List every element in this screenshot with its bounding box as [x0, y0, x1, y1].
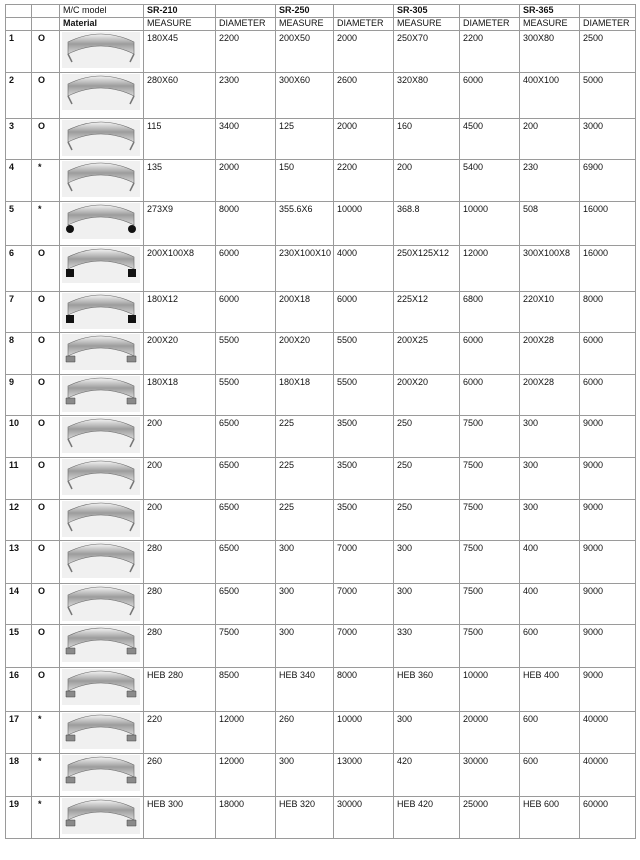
measure-cell: 508: [520, 202, 580, 246]
measure-cell: 200: [144, 500, 216, 541]
measure-cell: 200: [394, 160, 460, 202]
channel-ring-icon: [60, 712, 144, 754]
availability-mark: *: [32, 160, 60, 202]
row-number: 5: [6, 202, 32, 246]
diameter-cell: 3400: [216, 119, 276, 160]
diameter-cell: 10000: [460, 202, 520, 246]
diameter-cell: 7000: [334, 541, 394, 584]
measure-cell: 200X28: [520, 375, 580, 416]
availability-mark: O: [32, 246, 60, 292]
diameter-cell: 7500: [460, 416, 520, 458]
availability-mark: O: [32, 333, 60, 375]
availability-mark: O: [32, 541, 60, 584]
availability-mark: O: [32, 458, 60, 500]
diameter-cell: 20000: [460, 712, 520, 754]
diameter-cell: 25000: [460, 797, 520, 839]
measure-cell: 230X100X10: [276, 246, 334, 292]
model-sr250: SR-250: [276, 5, 334, 18]
measure-cell: 200X28: [520, 333, 580, 375]
diameter-cell: 6900: [580, 160, 636, 202]
measure-cell: HEB 320: [276, 797, 334, 839]
table-row: [6, 668, 636, 712]
measure-cell: 220: [144, 712, 216, 754]
measure-header: MEASURE: [144, 18, 216, 31]
measure-cell: 400X100: [520, 73, 580, 119]
measure-cell: HEB 360: [394, 668, 460, 712]
diameter-cell: 3000: [580, 119, 636, 160]
diameter-cell: 9000: [580, 668, 636, 712]
measure-cell: 300: [520, 416, 580, 458]
header-row-columns: [6, 18, 636, 31]
diameter-cell: 12000: [216, 712, 276, 754]
diameter-cell: 7000: [334, 625, 394, 668]
row-number: 14: [6, 584, 32, 625]
measure-cell: 250X125X12: [394, 246, 460, 292]
measure-cell: 280: [144, 625, 216, 668]
measure-cell: 180X45: [144, 31, 216, 73]
diameter-cell: 5500: [216, 375, 276, 416]
model-sr305: SR-305: [394, 5, 460, 18]
diameter-cell: 6500: [216, 500, 276, 541]
availability-mark: O: [32, 73, 60, 119]
measure-cell: 300: [394, 584, 460, 625]
row-number: 15: [6, 625, 32, 668]
angle-ring-icon: [60, 500, 144, 541]
diameter-header: DIAMETER: [580, 18, 636, 31]
diameter-cell: 6000: [580, 375, 636, 416]
angle-ring-icon: [60, 541, 144, 584]
measure-cell: 225X12: [394, 292, 460, 333]
channel-ring-icon: [60, 754, 144, 797]
measure-cell: 300X60: [276, 73, 334, 119]
model-sr365: SR-365: [520, 5, 580, 18]
row-number: 16: [6, 668, 32, 712]
availability-mark: *: [32, 712, 60, 754]
wide-flat-ring-icon: [60, 73, 144, 119]
measure-cell: 250: [394, 500, 460, 541]
header-row-models: [6, 5, 636, 18]
measure-cell: 280: [144, 584, 216, 625]
diameter-cell: 2500: [580, 31, 636, 73]
measure-cell: 600: [520, 712, 580, 754]
diameter-cell: 12000: [216, 754, 276, 797]
diameter-cell: 6500: [216, 541, 276, 584]
row-number: 6: [6, 246, 32, 292]
measure-cell: HEB 280: [144, 668, 216, 712]
row-number: 3: [6, 119, 32, 160]
diameter-cell: 5500: [334, 333, 394, 375]
table-row: [6, 500, 636, 541]
diameter-cell: 9000: [580, 541, 636, 584]
angle-ring-icon: [60, 160, 144, 202]
model-label: M/C model: [60, 5, 144, 18]
measure-cell: 300: [520, 500, 580, 541]
diameter-cell: 6000: [334, 292, 394, 333]
diameter-cell: 12000: [460, 246, 520, 292]
measure-cell: 300: [520, 458, 580, 500]
measure-cell: 150: [276, 160, 334, 202]
diameter-cell: 2300: [216, 73, 276, 119]
measure-cell: 125: [276, 119, 334, 160]
measure-cell: 273X9: [144, 202, 216, 246]
diameter-cell: 7000: [334, 584, 394, 625]
row-number: 12: [6, 500, 32, 541]
diameter-cell: 40000: [580, 712, 636, 754]
table-row: [6, 416, 636, 458]
measure-cell: 225: [276, 500, 334, 541]
measure-cell: 200X25: [394, 333, 460, 375]
diameter-cell: 3500: [334, 500, 394, 541]
measure-cell: 300X100X8: [520, 246, 580, 292]
table-row: [6, 375, 636, 416]
diameter-cell: 7500: [460, 458, 520, 500]
diameter-cell: 7500: [460, 584, 520, 625]
measure-cell: 300X80: [520, 31, 580, 73]
square-tube-ring-icon: [60, 246, 144, 292]
diameter-cell: 2200: [460, 31, 520, 73]
table-row: [6, 458, 636, 500]
table-row: [6, 73, 636, 119]
measure-cell: 200: [144, 458, 216, 500]
diameter-cell: 2200: [334, 160, 394, 202]
measure-cell: 225: [276, 458, 334, 500]
availability-mark: O: [32, 375, 60, 416]
diameter-header: DIAMETER: [216, 18, 276, 31]
diameter-cell: 8500: [216, 668, 276, 712]
measure-cell: 330: [394, 625, 460, 668]
measure-cell: 280X60: [144, 73, 216, 119]
measure-cell: HEB 400: [520, 668, 580, 712]
diameter-cell: 5500: [334, 375, 394, 416]
table-row: [6, 584, 636, 625]
diameter-cell: 9000: [580, 458, 636, 500]
diameter-cell: 10000: [460, 668, 520, 712]
row-number: 17: [6, 712, 32, 754]
square-bar-ring-icon: [60, 292, 144, 333]
measure-cell: HEB 600: [520, 797, 580, 839]
measure-cell: 200: [520, 119, 580, 160]
row-number: 13: [6, 541, 32, 584]
diameter-cell: 8000: [216, 202, 276, 246]
diameter-cell: 6000: [216, 246, 276, 292]
diameter-cell: 60000: [580, 797, 636, 839]
diameter-cell: 6500: [216, 584, 276, 625]
diameter-cell: 6500: [216, 416, 276, 458]
measure-cell: 600: [520, 625, 580, 668]
diameter-cell: 5000: [580, 73, 636, 119]
measure-cell: 225: [276, 416, 334, 458]
diameter-cell: 6000: [216, 292, 276, 333]
availability-mark: O: [32, 584, 60, 625]
diameter-cell: 18000: [216, 797, 276, 839]
diameter-cell: 6800: [460, 292, 520, 333]
measure-cell: 300: [276, 584, 334, 625]
row-number: 4: [6, 160, 32, 202]
measure-cell: 260: [276, 712, 334, 754]
measure-cell: 250X70: [394, 31, 460, 73]
diameter-cell: 9000: [580, 500, 636, 541]
measure-cell: 300: [276, 541, 334, 584]
measure-header: MEASURE: [520, 18, 580, 31]
measure-cell: 280: [144, 541, 216, 584]
measure-cell: 220X10: [520, 292, 580, 333]
diameter-cell: 2200: [216, 31, 276, 73]
diameter-cell: 9000: [580, 625, 636, 668]
table-row: [6, 754, 636, 797]
table-row: [6, 712, 636, 754]
diameter-cell: 9000: [580, 584, 636, 625]
measure-cell: 250: [394, 416, 460, 458]
row-number: 11: [6, 458, 32, 500]
availability-mark: O: [32, 292, 60, 333]
table-row: [6, 625, 636, 668]
row-number: 8: [6, 333, 32, 375]
diameter-cell: 7500: [460, 500, 520, 541]
measure-cell: 600: [520, 754, 580, 797]
diameter-cell: 13000: [334, 754, 394, 797]
measure-cell: HEB 300: [144, 797, 216, 839]
measure-cell: 200X20: [144, 333, 216, 375]
channel-ring-icon: [60, 625, 144, 668]
measure-cell: 300: [276, 754, 334, 797]
diameter-header: DIAMETER: [460, 18, 520, 31]
measure-cell: 115: [144, 119, 216, 160]
bending-capacity-table: [5, 4, 636, 839]
channel-ring-icon: [60, 375, 144, 416]
row-number: 1: [6, 31, 32, 73]
table-row: [6, 202, 636, 246]
table-row: [6, 160, 636, 202]
row-number: 9: [6, 375, 32, 416]
diameter-cell: 4500: [460, 119, 520, 160]
diameter-cell: 4000: [334, 246, 394, 292]
measure-cell: HEB 420: [394, 797, 460, 839]
availability-mark: *: [32, 202, 60, 246]
measure-cell: 300: [394, 712, 460, 754]
tee-ring-icon: [60, 416, 144, 458]
channel-ring-icon: [60, 333, 144, 375]
table-row: [6, 292, 636, 333]
table-row: [6, 31, 636, 73]
table-row: [6, 333, 636, 375]
measure-cell: 260: [144, 754, 216, 797]
availability-mark: O: [32, 668, 60, 712]
flat-bar-ring-icon: [60, 31, 144, 73]
measure-cell: 300: [276, 625, 334, 668]
measure-cell: 160: [394, 119, 460, 160]
diameter-cell: 7500: [216, 625, 276, 668]
measure-cell: 230: [520, 160, 580, 202]
diameter-cell: 5500: [216, 333, 276, 375]
measure-cell: 420: [394, 754, 460, 797]
measure-cell: 250: [394, 458, 460, 500]
row-number: 19: [6, 797, 32, 839]
diameter-cell: 2600: [334, 73, 394, 119]
diameter-cell: 3500: [334, 416, 394, 458]
availability-mark: O: [32, 500, 60, 541]
measure-cell: 200X20: [394, 375, 460, 416]
availability-mark: *: [32, 754, 60, 797]
measure-header: MEASURE: [394, 18, 460, 31]
diameter-cell: 8000: [580, 292, 636, 333]
angle-ring-icon: [60, 119, 144, 160]
diameter-cell: 7500: [460, 541, 520, 584]
measure-cell: 300: [394, 541, 460, 584]
measure-cell: 200X50: [276, 31, 334, 73]
availability-mark: O: [32, 119, 60, 160]
measure-cell: 200X100X8: [144, 246, 216, 292]
measure-cell: 200X18: [276, 292, 334, 333]
diameter-cell: 5400: [460, 160, 520, 202]
availability-mark: *: [32, 797, 60, 839]
availability-mark: O: [32, 416, 60, 458]
measure-cell: 400: [520, 584, 580, 625]
h-beam-ring-icon: [60, 797, 144, 839]
diameter-cell: 2000: [334, 119, 394, 160]
diameter-cell: 2000: [334, 31, 394, 73]
row-number: 10: [6, 416, 32, 458]
table-row: [6, 797, 636, 839]
row-number: 7: [6, 292, 32, 333]
material-label: Material: [60, 18, 144, 31]
diameter-cell: 10000: [334, 202, 394, 246]
diameter-cell: 6500: [216, 458, 276, 500]
measure-cell: 180X18: [276, 375, 334, 416]
measure-cell: 135: [144, 160, 216, 202]
pipe-ring-icon: [60, 202, 144, 246]
measure-cell: 320X80: [394, 73, 460, 119]
tee-ring-icon: [60, 458, 144, 500]
diameter-cell: 7500: [460, 625, 520, 668]
diameter-header: DIAMETER: [334, 18, 394, 31]
diameter-cell: 16000: [580, 202, 636, 246]
diameter-cell: 6000: [580, 333, 636, 375]
table-row: [6, 119, 636, 160]
measure-cell: 180X12: [144, 292, 216, 333]
diameter-cell: 9000: [580, 416, 636, 458]
row-number: 2: [6, 73, 32, 119]
availability-mark: O: [32, 625, 60, 668]
diameter-cell: 8000: [334, 668, 394, 712]
diameter-cell: 2000: [216, 160, 276, 202]
diameter-cell: 6000: [460, 333, 520, 375]
measure-cell: 355.6X6: [276, 202, 334, 246]
h-beam-ring-icon: [60, 668, 144, 712]
diameter-cell: 10000: [334, 712, 394, 754]
measure-cell: 180X18: [144, 375, 216, 416]
diameter-cell: 3500: [334, 458, 394, 500]
diameter-cell: 6000: [460, 375, 520, 416]
table-row: [6, 246, 636, 292]
measure-cell: 400: [520, 541, 580, 584]
row-number: 18: [6, 754, 32, 797]
diameter-cell: 6000: [460, 73, 520, 119]
measure-cell: HEB 340: [276, 668, 334, 712]
measure-header: MEASURE: [276, 18, 334, 31]
angle-ring-icon: [60, 584, 144, 625]
diameter-cell: 30000: [460, 754, 520, 797]
measure-cell: 368.8: [394, 202, 460, 246]
table-row: [6, 541, 636, 584]
availability-mark: O: [32, 31, 60, 73]
model-sr210: SR-210: [144, 5, 216, 18]
measure-cell: 200X20: [276, 333, 334, 375]
diameter-cell: 30000: [334, 797, 394, 839]
diameter-cell: 40000: [580, 754, 636, 797]
diameter-cell: 16000: [580, 246, 636, 292]
measure-cell: 200: [144, 416, 216, 458]
